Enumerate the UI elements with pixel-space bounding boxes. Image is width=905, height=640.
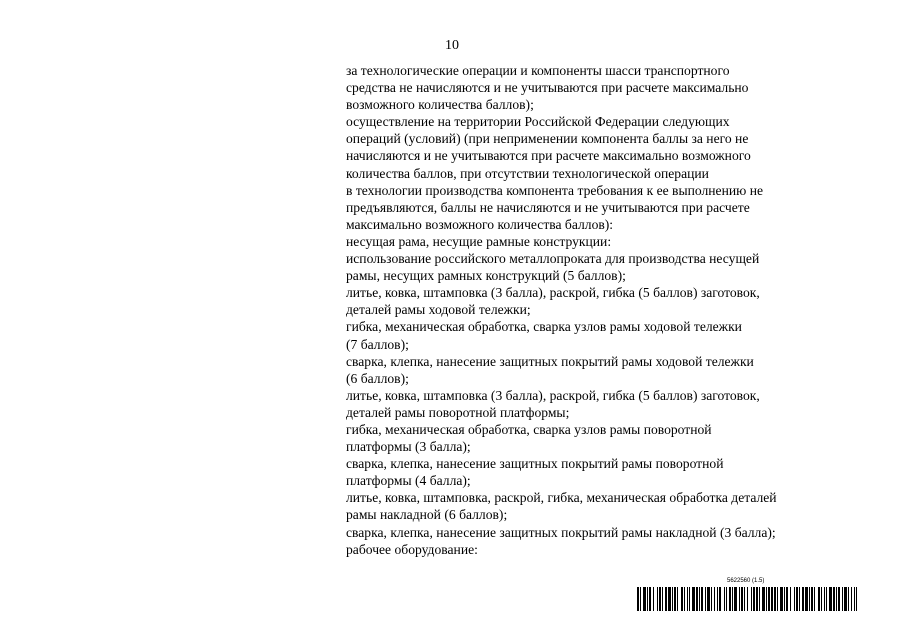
text-line: сварка, клепка, нанесение защитных покрытий рамы поворотной [346, 456, 724, 472]
text-line: литье, ковка, штамповка (3 балла), раскрой, гибка (5 баллов) заготовок, [346, 387, 760, 403]
text-line: деталей рамы ходовой тележки; [346, 302, 531, 318]
text-line: рабочее оборудование: [346, 541, 478, 557]
text-line: использование российского металлопроката для производства несущей [346, 251, 760, 267]
text-line: платформы (4 балла); [346, 473, 471, 489]
text-line: операций (условий) (при неприменении компонента баллы за него не [346, 131, 749, 147]
text-line: начисляются и не учитываются при расчете максимально возможного [346, 148, 751, 164]
text-line: рамы, несущих рамных конструкций (5 баллов); [346, 268, 626, 284]
text-line: (6 баллов); [346, 370, 409, 386]
body-text [346, 62, 846, 558]
text-line: платформы (3 балла); [346, 439, 471, 455]
text-line: за технологические операции и компоненты шасси транспортного [346, 63, 730, 78]
text-line: литье, ковка, штамповка, раскрой, гибка, механическая обработка деталей [346, 490, 777, 506]
text-line: деталей рамы поворотной платформы; [346, 404, 570, 420]
text-line: количества баллов, при отсутствии технологической операции [346, 165, 709, 181]
text-line: литье, ковка, штамповка (3 балла), раскрой, гибка (5 баллов) заготовок, [346, 285, 760, 301]
text-line: несущая рама, несущие рамные конструкции: [346, 233, 612, 249]
text-line: гибка, механическая обработка, сварка узлов рамы поворотной [346, 421, 712, 437]
text-line: сварка, клепка, нанесение защитных покрытий рамы накладной (3 балла); [346, 524, 776, 540]
text-line: предъявляются, баллы не начисляются и не учитываются при расчете [346, 199, 750, 215]
text-line: рамы накладной (6 баллов); [346, 507, 508, 523]
barcode-number: 5622560 (1.5) [727, 578, 765, 584]
page-number: 10 [445, 38, 459, 53]
text-line: максимально возможного количества баллов): [346, 216, 614, 232]
text-line: гибка, механическая обработка, сварка узлов рамы ходовой тележки [346, 319, 742, 335]
text-line: в технологии производства компонента требования к ее выполнению не [346, 182, 763, 198]
barcode-icon [637, 587, 857, 611]
text-line: средства не начисляются и не учитываются при расчете максимально [346, 80, 749, 96]
text-line: сварка, клепка, нанесение защитных покрытий рамы ходовой тележки [346, 353, 754, 369]
text-line: (7 баллов); [346, 336, 409, 352]
text-line: осуществление на территории Российской Федерации следующих [346, 114, 730, 130]
text-line: возможного количества баллов); [346, 97, 534, 113]
